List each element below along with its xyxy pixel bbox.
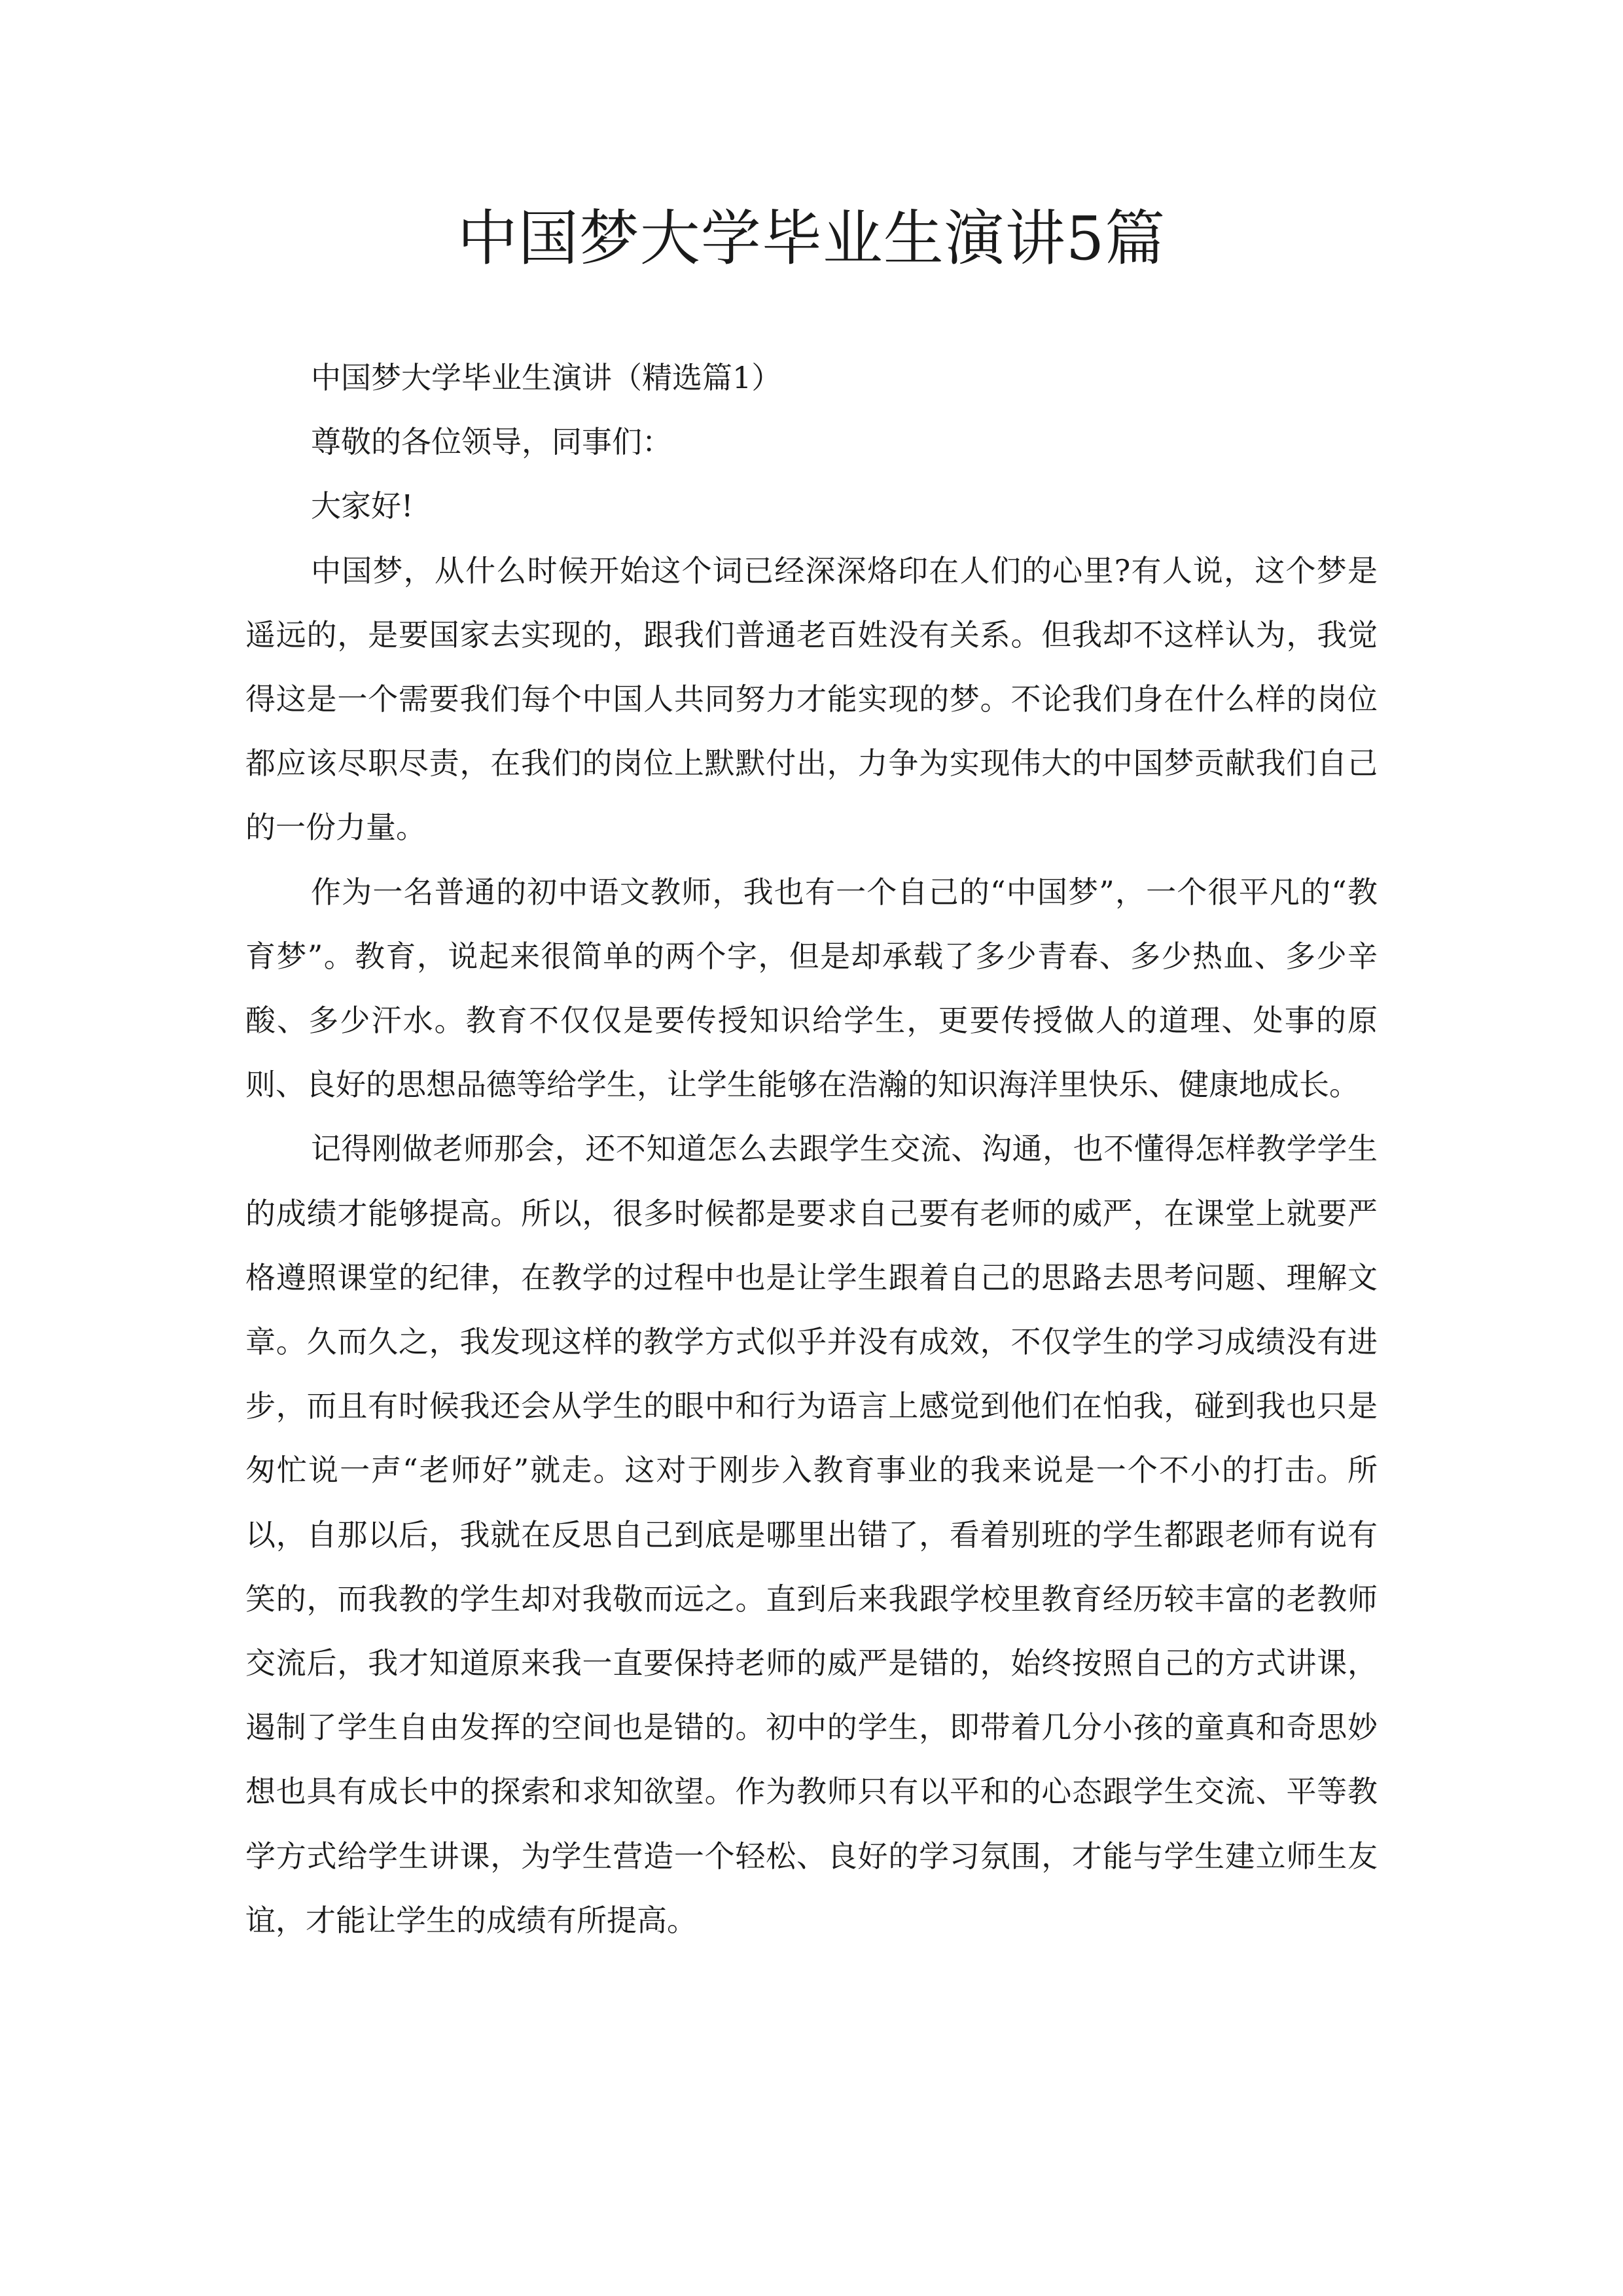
greeting: 大家好! [311, 488, 414, 524]
body-paragraph: 记得刚做老师那会，还不知道怎么去跟学生交流、沟通，也不懂得怎样教学学生的成绩才能够提高。所以，很多时候都是要求自己要有老师的威严，在课堂上就要严格遵照课堂的纪律，在教学的过程中也是让学生跟着自己的思路去思考问题、理解文章。久而久之，我发现这样的教学方式似乎并没有成效，不仅学生的学习成绩没有进步，而且有时候我还会从学生的眼中和行为语言上感觉到他们在怕我，碰到我也只是匆忙说一声“老师好”就走。这对于刚步入教育事业的我来说是一个不小的打击。所以，自那以后，我就在反思自己到底是哪里出错了，看着别班的学生都跟老师有说有笑的，而我教的学生却对我敬而远之。直到后来我跟学校里教育经历较丰富的老教师交流后，我才知道原来我一直要保持老师的威严是错的，始终按照自己的方式讲课，遏制了学生自由发挥的空间也是错的。初中的学生，即带着几分小孩的童真和奇思妙想也具有成长中的探索和求知欲望。作为教师只有以平和的心态跟学生交流、平等教学方式给学生讲课，为学生营造一个轻松、良好的学习氛围，才能与学生建立师生友谊，才能让学生的成绩有所提高。 [245, 1131, 1378, 1938]
document-body [245, 346, 1378, 1952]
body-paragraph: 作为一名普通的初中语文教师，我也有一个自己的“中国梦”，一个很平凡的“教育梦”。教育，说起来很简单的两个字，但是却承载了多少青春、多少热血、多少辛酸、多少汗水。教育不仅仅是要传授知识给学生，更要传授做人的道理、处事的原则、良好的思想品德等给学生，让学生能够在浩瀚的知识海洋里快乐、健康地成长。 [245, 874, 1378, 1103]
document-title: 中国梦大学毕业生演讲5篇 [457, 204, 1166, 274]
section-heading: 中国梦大学毕业生演讲（精选篇1） [311, 360, 782, 395]
salutation: 尊敬的各位领导，同事们： [311, 424, 672, 460]
body-paragraph: 中国梦，从什么时候开始这个词已经深深烙印在人们的心里?有人说，这个梦是遥远的，是要国家去实现的，跟我们普通老百姓没有关系。但我却不这样认为，我觉得这是一个需要我们每个中国人共同努力才能实现的梦。不论我们身在什么样的岗位都应该尽职尽责，在我们的岗位上默默付出，力争为实现伟大的中国梦贡献我们自己的一份力量。 [245, 552, 1378, 846]
